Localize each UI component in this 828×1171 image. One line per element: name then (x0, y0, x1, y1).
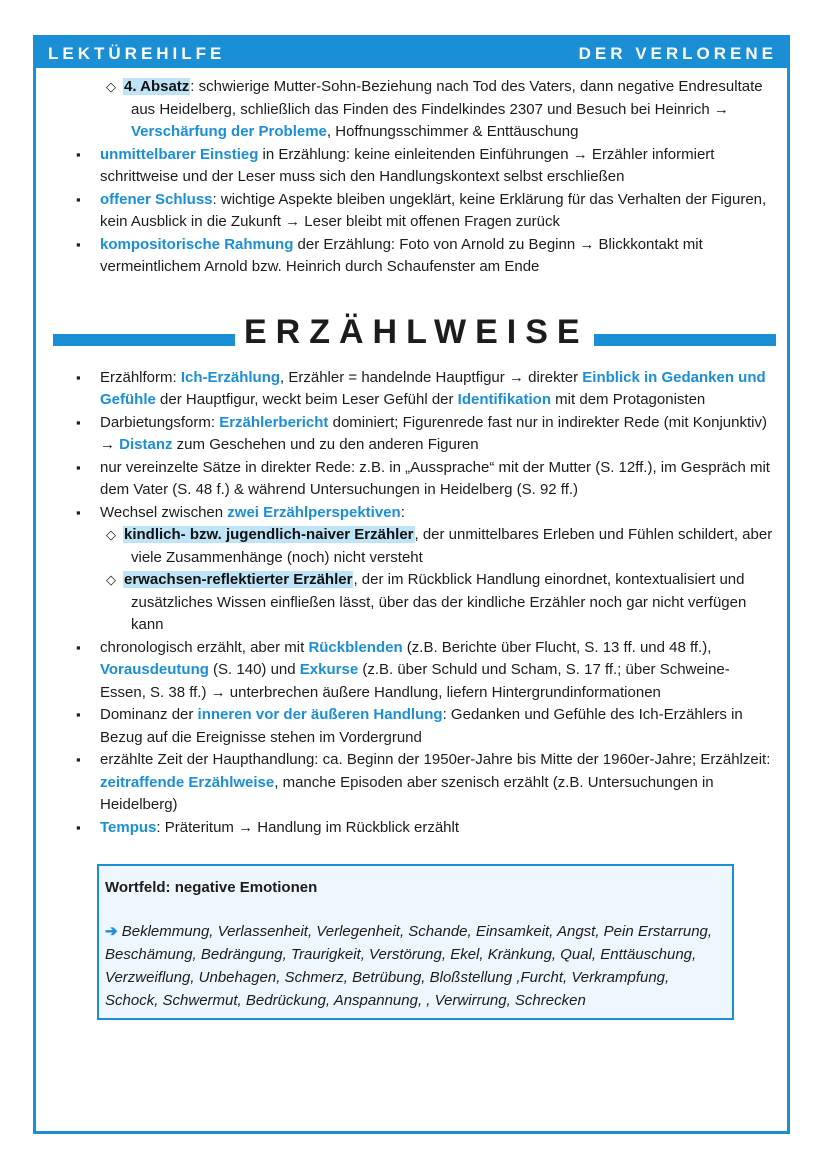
sub-text: , der im Rückblick Handlung einordnet, kontextualisiert und zusätzliches Wissen einfließen lässt, über das der kindliche Erzähler noch gar nicht verfügen kann (131, 571, 747, 633)
main-content (36, 76, 787, 839)
diamond-bullet-icon: ◇ (106, 527, 116, 542)
highlight-term: kompositorische Rahmung (100, 235, 294, 253)
list-item (36, 637, 787, 705)
highlight-term: zeitraffende Erzählweise (100, 773, 275, 791)
square-bullet-icon: ▪ (76, 191, 81, 207)
item-text: nur vereinzelte Sätze in direkter Rede: z.B. in „Aussprache“ mit der Mutter (S. 12ff.), im Gespräch mit dem Vater (S. 48 f.) & während Untersuchungen in Heidelberg (S. 92 ff.) (100, 458, 770, 498)
highlight-term: Identifikation (457, 391, 552, 408)
item-text: : Gedanken und Gefühle des Ich-Erzählers in Bezug auf die Ereignisse stehen im Vordergrund (100, 706, 743, 746)
highlight-term: Erzählerbericht (219, 413, 329, 431)
list-item (36, 234, 787, 279)
item-text: (z.B. Berichte über Flucht, S. 13 ff. und 48 ff.), (402, 638, 712, 656)
item-text: dominiert; Figurenrede fast nur in indirekter Rede (mit Konjunktiv) → (100, 413, 767, 453)
square-bullet-icon: ▪ (76, 459, 81, 475)
heading-bar-left (53, 334, 235, 346)
list-item (36, 704, 787, 749)
item-text: : wichtige Aspekte bleiben ungeklärt, keine Erklärung für das Verhalten der Figuren, kein Ausblick in die Zukunft → Leser bleibt mit offenen Fragen zurück (100, 190, 767, 230)
item-text: Dominanz der (100, 706, 198, 723)
wortfeld-title: Wortfeld: negative Emotionen (105, 879, 318, 896)
item-text: erzählte Zeit der Haupthandlung: ca. Beginn der 1950er-Jahre bis Mitte der 1960er-Jahre; Erzählzeit: (100, 751, 771, 768)
square-bullet-icon: ▪ (76, 707, 81, 722)
item-text: , Erzähler = handelnde Hauptfigur → direkter (280, 368, 583, 386)
item-text: der Erzählung: Foto von Arnold zu Beginn → Blickkontakt mit vermeintlichem Arnold bzw. Heinrich durch Schaufenster am Ende (100, 235, 703, 275)
list-item (36, 412, 787, 457)
item-text: (z.B. über Schuld und Scham, S. 17 ff.; über Schweine-Essen, S. 38 ff.) → unterbrechen äußere Handlung, liefern Hintergrundinformationen (100, 661, 730, 701)
wortfeld-word-list: Beklemmung, Verlassenheit, Verlegenheit, Schande, Einsamkeit, Angst, Pein Erstarrung, Beschämung, Bedrängung, Traurigkeit, Verstörung, Ekel, Kränkung, Qual, Enttäuschung, Verzweiflung, Unbehagen, Schmerz, Betrübung, Bloßstellung ,Furcht, Verkrampfung, Schock, Schwermut, Bedrückung, Anspannung, , Verwirrung, Schrecken (105, 923, 713, 1009)
header-title-right: DER VERLORENE (578, 44, 777, 63)
highlight-term: Distanz (119, 436, 173, 453)
marked-term: erwachsen-reflektierter Erzähler (124, 571, 353, 588)
square-bullet-icon: ▪ (76, 146, 81, 162)
highlight-term: unmittelbarer Einstieg (100, 145, 259, 163)
highlight-term: Vorausdeutung (100, 661, 209, 678)
item-text: mit dem Protagonisten (551, 391, 706, 408)
diamond-bullet-icon: ◇ (106, 79, 116, 94)
highlight-term: offener Schluss (100, 190, 213, 208)
item-text: : (400, 503, 405, 521)
heading-bar-right (594, 334, 776, 346)
item-text: , manche Episoden aber szenisch erzählt (z.B. Untersuchungen in Heidelberg) (100, 773, 714, 813)
sub-text: , der unmittelbares Erleben und Fühlen schildert, aber viele Zusammenhänge (noch) nicht versteht (131, 526, 773, 566)
highlight-term: zwei Erzählperspektiven (227, 503, 401, 521)
highlight-term: Einblick in Gedanken und Gefühle (100, 368, 766, 408)
page-header (36, 38, 787, 68)
highlight-term: Verschärfung der Probleme (131, 123, 327, 140)
square-bullet-icon: ▪ (76, 369, 81, 385)
list-item (36, 457, 787, 502)
item-text: (S. 140) und (208, 661, 300, 678)
list-item (36, 502, 787, 525)
item-text: Wechsel zwischen (100, 503, 228, 521)
section-heading (36, 312, 787, 363)
highlight-term: Rückblenden (308, 638, 403, 656)
highlight-term: Tempus (100, 818, 157, 836)
section-title: ERZÄHLWEISE (244, 312, 589, 351)
square-bullet-icon: ▪ (76, 639, 81, 655)
page-frame (33, 35, 790, 1134)
square-bullet-icon: ▪ (76, 752, 81, 767)
list-item (36, 749, 787, 817)
square-bullet-icon: ▪ (76, 414, 81, 430)
sub-item (36, 524, 787, 569)
square-bullet-icon: ▪ (76, 819, 81, 835)
highlight-term: Exkurse (299, 661, 359, 678)
highlight-term: Ich-Erzählung (180, 368, 281, 386)
arrow-right-icon: ➔ (105, 923, 118, 940)
item-text: Erzählform: (100, 368, 181, 386)
item-text: in Erzählung: keine einleitenden Einführungen → Erzähler informiert schrittweise und der Leser muss sich den Handlungskontext selbst erschließen (100, 145, 715, 185)
list-item (36, 144, 787, 189)
sub-item (36, 569, 787, 637)
item-text: der Hauptfigur, weckt beim Leser Gefühl der (155, 391, 458, 408)
wortfeld-box (97, 864, 734, 1020)
header-title-left: LEKTÜREHILFE (48, 44, 226, 63)
item-text: : Präteritum → Handlung im Rückblick erzählt (156, 818, 460, 836)
list-item (36, 367, 787, 412)
list-item (36, 817, 787, 840)
square-bullet-icon: ▪ (76, 504, 81, 520)
wortfeld-words (105, 920, 726, 1012)
item-text: zum Geschehen und zu den anderen Figuren (172, 436, 479, 453)
diamond-bullet-icon: ◇ (106, 572, 116, 587)
sub-text: : schwierige Mutter-Sohn-Beziehung nach Tod des Vaters, dann negative Endresultate aus Heidelberg, schließlich das Finden des Findelkindes 2307 und Besuch bei Heinrich → (131, 78, 763, 118)
square-bullet-icon: ▪ (76, 236, 81, 252)
highlight-term: inneren vor der äußeren Handlung (197, 706, 443, 723)
item-text: Darbietungsform: (100, 413, 220, 431)
sub-text-end: , Hoffnungsschimmer & Enttäuschung (326, 123, 579, 140)
sub-item-absatz (36, 76, 787, 144)
item-text: chronologisch erzählt, aber mit (100, 638, 309, 656)
marked-term: 4. Absatz (124, 78, 190, 95)
marked-term: kindlich- bzw. jugendlich-naiver Erzähler (124, 526, 414, 543)
list-item (36, 189, 787, 234)
